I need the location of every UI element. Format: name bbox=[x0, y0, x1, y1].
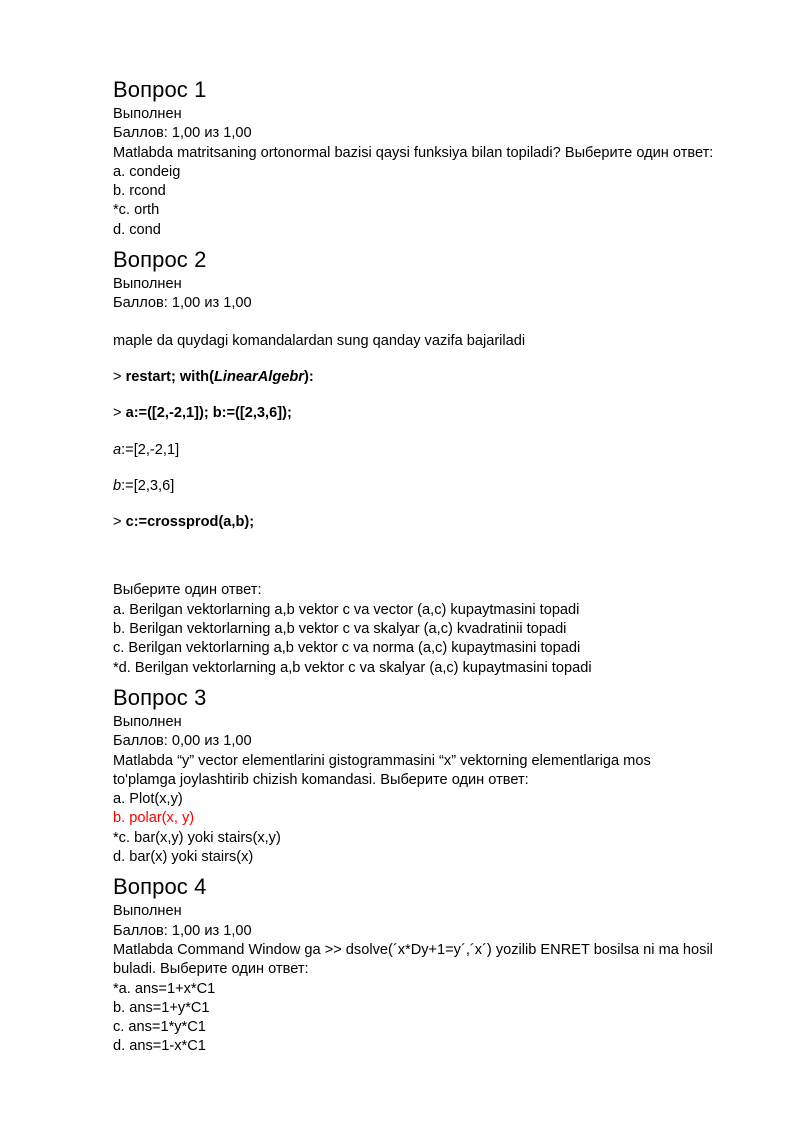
option-list-3 bbox=[113, 790, 715, 867]
maple-result-b bbox=[113, 477, 715, 496]
option-item[interactable]: a. condeig bbox=[113, 163, 181, 180]
question-heading-1: Вопрос 1 bbox=[113, 77, 207, 102]
maple-command-vectors bbox=[113, 404, 715, 423]
question-grade-4: Баллов: 1,00 из 1,00 bbox=[113, 922, 252, 939]
option-item[interactable]: *c. orth bbox=[113, 202, 160, 219]
spacer bbox=[113, 351, 715, 368]
option-item[interactable]: b. Berilgan vektorlarning a,b vektor c va skalyar (a,c) kvadratinii topadi bbox=[113, 621, 567, 638]
question-grade-2: Баллов: 1,00 из 1,00 bbox=[113, 295, 252, 312]
question-text-4: Matlabda Command Window ga >> dsolve(´x*Dy+1=y´,´x´) yozilib ENRET bosilsa ni ma hosil buladi. Выберите один ответ: bbox=[113, 941, 713, 978]
option-item[interactable]: b. ans=1+y*C1 bbox=[113, 999, 210, 1016]
maple-result-a bbox=[113, 441, 715, 460]
option-item[interactable]: *a. ans=1+x*C1 bbox=[113, 980, 216, 997]
maple-prompt: > bbox=[113, 405, 126, 422]
question-text-1: Matlabda matritsaning ortonormal bazisi qaysi funksiya bilan topiladi? Выберите один ответ: bbox=[113, 144, 714, 161]
option-item[interactable]: d. ans=1-x*C1 bbox=[113, 1038, 206, 1055]
maple-result-value-a: :=[2,-2,1] bbox=[121, 441, 180, 458]
spacer bbox=[113, 424, 715, 441]
question-grade-1: Баллов: 1,00 из 1,00 bbox=[113, 125, 252, 142]
question-block-1 bbox=[113, 76, 715, 240]
option-item[interactable]: a. Plot(x,y) bbox=[113, 791, 183, 808]
maple-prompt: > bbox=[113, 514, 126, 531]
spacer bbox=[113, 460, 715, 477]
maple-command-tail: ): bbox=[303, 368, 314, 385]
maple-command-text: restart; with( bbox=[125, 368, 214, 385]
spacer bbox=[113, 314, 715, 332]
maple-package-name: LinearAlgebr bbox=[213, 368, 304, 385]
option-item-highlighted[interactable]: b. polar(x, y) bbox=[113, 810, 195, 827]
blank-answer-area bbox=[113, 532, 715, 581]
spacer bbox=[113, 387, 715, 404]
option-item[interactable]: d. bar(x) yoki stairs(x) bbox=[113, 849, 254, 866]
option-list-1 bbox=[113, 163, 715, 240]
option-list-4 bbox=[113, 980, 715, 1057]
maple-command-crossprod bbox=[113, 513, 715, 532]
choose-one-answer-label-2: Выберите один ответ: bbox=[113, 582, 262, 599]
maple-result-value-b: :=[2,3,6] bbox=[121, 477, 175, 494]
option-list-2 bbox=[113, 601, 715, 678]
option-item[interactable]: *d. Berilgan vektorlarning a,b vektor c va skalyar (a,c) kupaytmasini topadi bbox=[113, 659, 592, 676]
questions-container bbox=[113, 76, 715, 1057]
question-block-4 bbox=[113, 873, 715, 1056]
maple-command-text: a:=([2,-2,1]); b:=([2,3,6]); bbox=[125, 405, 292, 422]
question-status-4: Выполнен bbox=[113, 903, 182, 920]
spacer bbox=[113, 496, 715, 513]
maple-variable-a: a bbox=[113, 441, 122, 458]
option-item[interactable]: a. Berilgan vektorlarning a,b vektor c va vector (a,c) kupaytmasini topadi bbox=[113, 601, 580, 618]
question-status-1: Выполнен bbox=[113, 106, 182, 122]
maple-command-restart bbox=[113, 368, 715, 387]
question-heading-4: Вопрос 4 bbox=[113, 874, 207, 900]
question-status-2: Выполнен bbox=[113, 276, 182, 293]
question-block-3 bbox=[113, 684, 715, 867]
option-item[interactable]: c. ans=1*y*C1 bbox=[113, 1019, 206, 1036]
question-block-2 bbox=[113, 246, 715, 678]
option-item[interactable]: d. cond bbox=[113, 221, 161, 238]
option-item[interactable]: b. rcond bbox=[113, 183, 166, 200]
maple-command-text: c:=crossprod(a,b); bbox=[125, 514, 255, 531]
question-text-3: Matlabda “y” vector elementlarini gistogrammasini “x” vektorning elementlariga mos to'plamga joylashtirib chizish komandasi. Выберите один ответ: bbox=[113, 752, 651, 788]
question-heading-3: Вопрос 3 bbox=[113, 684, 207, 710]
maple-prompt: > bbox=[113, 368, 126, 385]
question-intro-2: maple da quydagi komandalardan sung qanday vazifa bajariladi bbox=[113, 332, 526, 349]
question-grade-3: Баллов: 0,00 из 1,00 bbox=[113, 733, 252, 750]
option-item[interactable]: c. Berilgan vektorlarning a,b vektor c va norma (a,c) kupaytmasini topadi bbox=[113, 640, 581, 657]
maple-variable-b: b bbox=[113, 477, 122, 494]
question-status-3: Выполнен bbox=[113, 713, 182, 730]
option-item[interactable]: *c. bar(x,y) yoki stairs(x,y) bbox=[113, 829, 281, 846]
question-heading-2: Вопрос 2 bbox=[113, 247, 207, 273]
